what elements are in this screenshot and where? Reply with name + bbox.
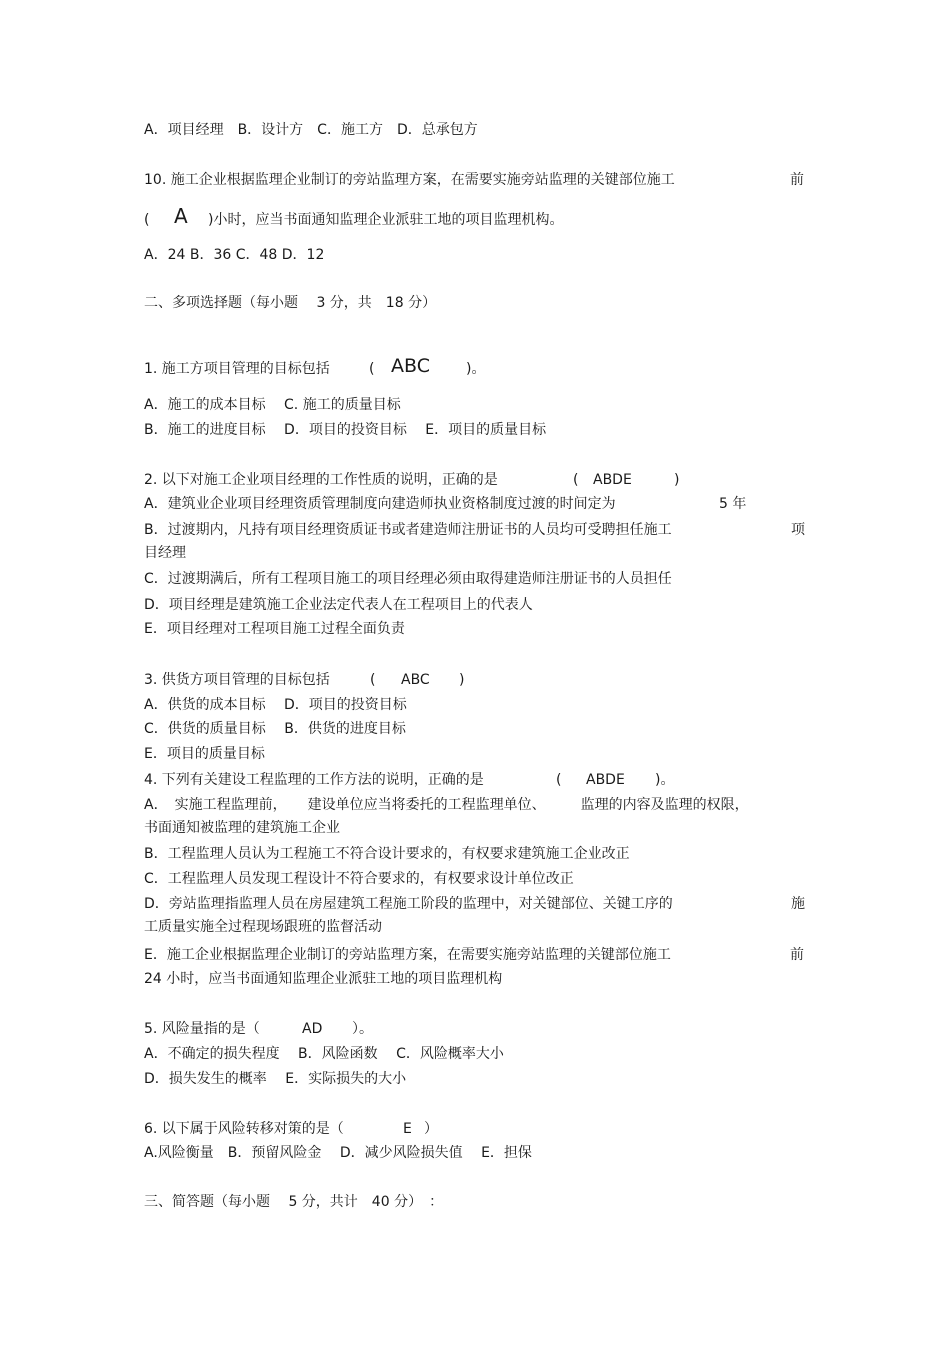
q10-stem-line1: 10. 施工企业根据监理企业制订的旁站监理方案，在需要实施旁站监理的关键部位施工 (144, 172, 675, 188)
m3-options-line3: E．项目的质量目标 (144, 746, 265, 762)
m5-answer: AD (302, 1021, 323, 1037)
m4-option-a-line2: 书面通知被监理的建筑施工企业 (144, 820, 340, 836)
m2-paren-open: ( (573, 472, 579, 488)
m3-paren-open: ( (370, 672, 376, 688)
m1-answer: ABC (391, 355, 430, 377)
m3-stem: 3. 供货方项目管理的目标包括 (144, 672, 330, 688)
m4-option-d-line1-end: 施 (791, 896, 805, 912)
m2-option-a: A．建筑业企业项目经理资质管理制度向建造师执业资格制度过渡的时间定为 (144, 496, 616, 512)
m4-paren-close: )。 (655, 772, 675, 788)
m4-option-b: B．工程监理人员认为工程施工不符合设计要求的，有权要求建筑施工企业改正 (144, 846, 630, 862)
q10-answer: A (174, 204, 188, 228)
m4-option-d-line1: D．旁站监理指监理人员在房屋建筑工程施工阶段的监理中，对关键部位、关键工序的 (144, 896, 673, 912)
m1-paren-close: )。 (466, 361, 486, 377)
q9-options: A．项目经理 B．设计方 C．施工方 D．总承包方 (144, 122, 478, 138)
m1-stem: 1. 施工方项目管理的目标包括 (144, 361, 330, 377)
m6-options: A.风险衡量 B．预留风险金 D．减少风险损失值 E．担保 (144, 1145, 532, 1161)
m5-options-line1: A．不确定的损失程度 B．风险函数 C．风险概率大小 (144, 1046, 504, 1062)
m4-option-e-line2: 24 小时，应当书面通知监理企业派驻工地的项目监理机构 (144, 971, 503, 987)
q10-paren-open: ( (144, 212, 150, 228)
m4-stem: 4. 下列有关建设工程监理的工作方法的说明，正确的是 (144, 772, 484, 788)
m5-stem: 5. 风险量指的是（ (144, 1021, 260, 1037)
section2-title: 二、多项选择题（每小题 3 分，共 18 分） (144, 295, 437, 311)
m2-option-b-line1: B．过渡期内，凡持有项目经理资质证书或者建造师注册证书的人员均可受聘担任施工 (144, 522, 672, 538)
section3-title: 三、简答题（每小题 5 分，共计 40 分） ： (144, 1194, 444, 1210)
m5-paren-close: ）。 (352, 1021, 373, 1037)
m1-options-line1: A．施工的成本目标 C. 施工的质量目标 (144, 397, 401, 413)
m4-option-d-line2: 工质量实施全过程现场跟班的监督活动 (144, 919, 382, 935)
m4-option-e-line1-end: 前 (790, 947, 804, 963)
m1-paren-open: ( (369, 361, 375, 377)
m4-option-e-line1: E．施工企业根据监理企业制订的旁站监理方案，在需要实施旁站监理的关键部位施工 (144, 947, 671, 963)
m2-option-b-line1-end: 项 (791, 522, 805, 538)
m6-stem: 6. 以下属于风险转移对策的是（ (144, 1121, 344, 1137)
q10-stem-line2: )小时，应当书面通知监理企业派驻工地的项目监理机构。 (208, 212, 564, 228)
m1-options-line2: B．施工的进度目标 D．项目的投资目标 E．项目的质量目标 (144, 422, 547, 438)
m2-option-e: E．项目经理对工程项目施工过程全面负责 (144, 621, 405, 637)
m3-paren-close: ) (459, 672, 465, 688)
m2-option-a-end: 5 年 (719, 496, 747, 512)
m6-paren-close: ） (424, 1121, 438, 1137)
m6-answer: E (403, 1121, 412, 1137)
m3-options-line2: C．供货的质量目标 B．供货的进度目标 (144, 721, 406, 737)
m4-answer: ABDE (586, 772, 625, 788)
m4-option-c: C．工程监理人员发现工程设计不符合要求的，有权要求设计单位改正 (144, 871, 574, 887)
m5-options-line2: D．损失发生的概率 E．实际损失的大小 (144, 1071, 407, 1087)
m2-answer: ABDE (593, 472, 632, 488)
m2-option-c: C．过渡期满后，所有工程项目施工的项目经理必须由取得建造师注册证书的人员担任 (144, 571, 672, 587)
m3-options-line1: A．供货的成本目标 D．项目的投资目标 (144, 697, 407, 713)
m3-answer: ABC (401, 672, 430, 688)
q10-stem-line1-end: 前 (790, 172, 804, 188)
q10-options: A．24 B．36 C．48 D．12 (144, 247, 325, 263)
m2-option-b-line2: 目经理 (144, 545, 186, 561)
m4-option-a-line1: A． 实施工程监理前， 建设单位应当将委托的工程监理单位、 监理的内容及监理的权限， (144, 797, 749, 813)
m4-paren-open: ( (556, 772, 562, 788)
m2-stem: 2. 以下对施工企业项目经理的工作性质的说明，正确的是 (144, 472, 498, 488)
m2-option-d: D．项目经理是建筑施工企业法定代表人在工程项目上的代表人 (144, 597, 533, 613)
m2-paren-close: ) (674, 472, 680, 488)
